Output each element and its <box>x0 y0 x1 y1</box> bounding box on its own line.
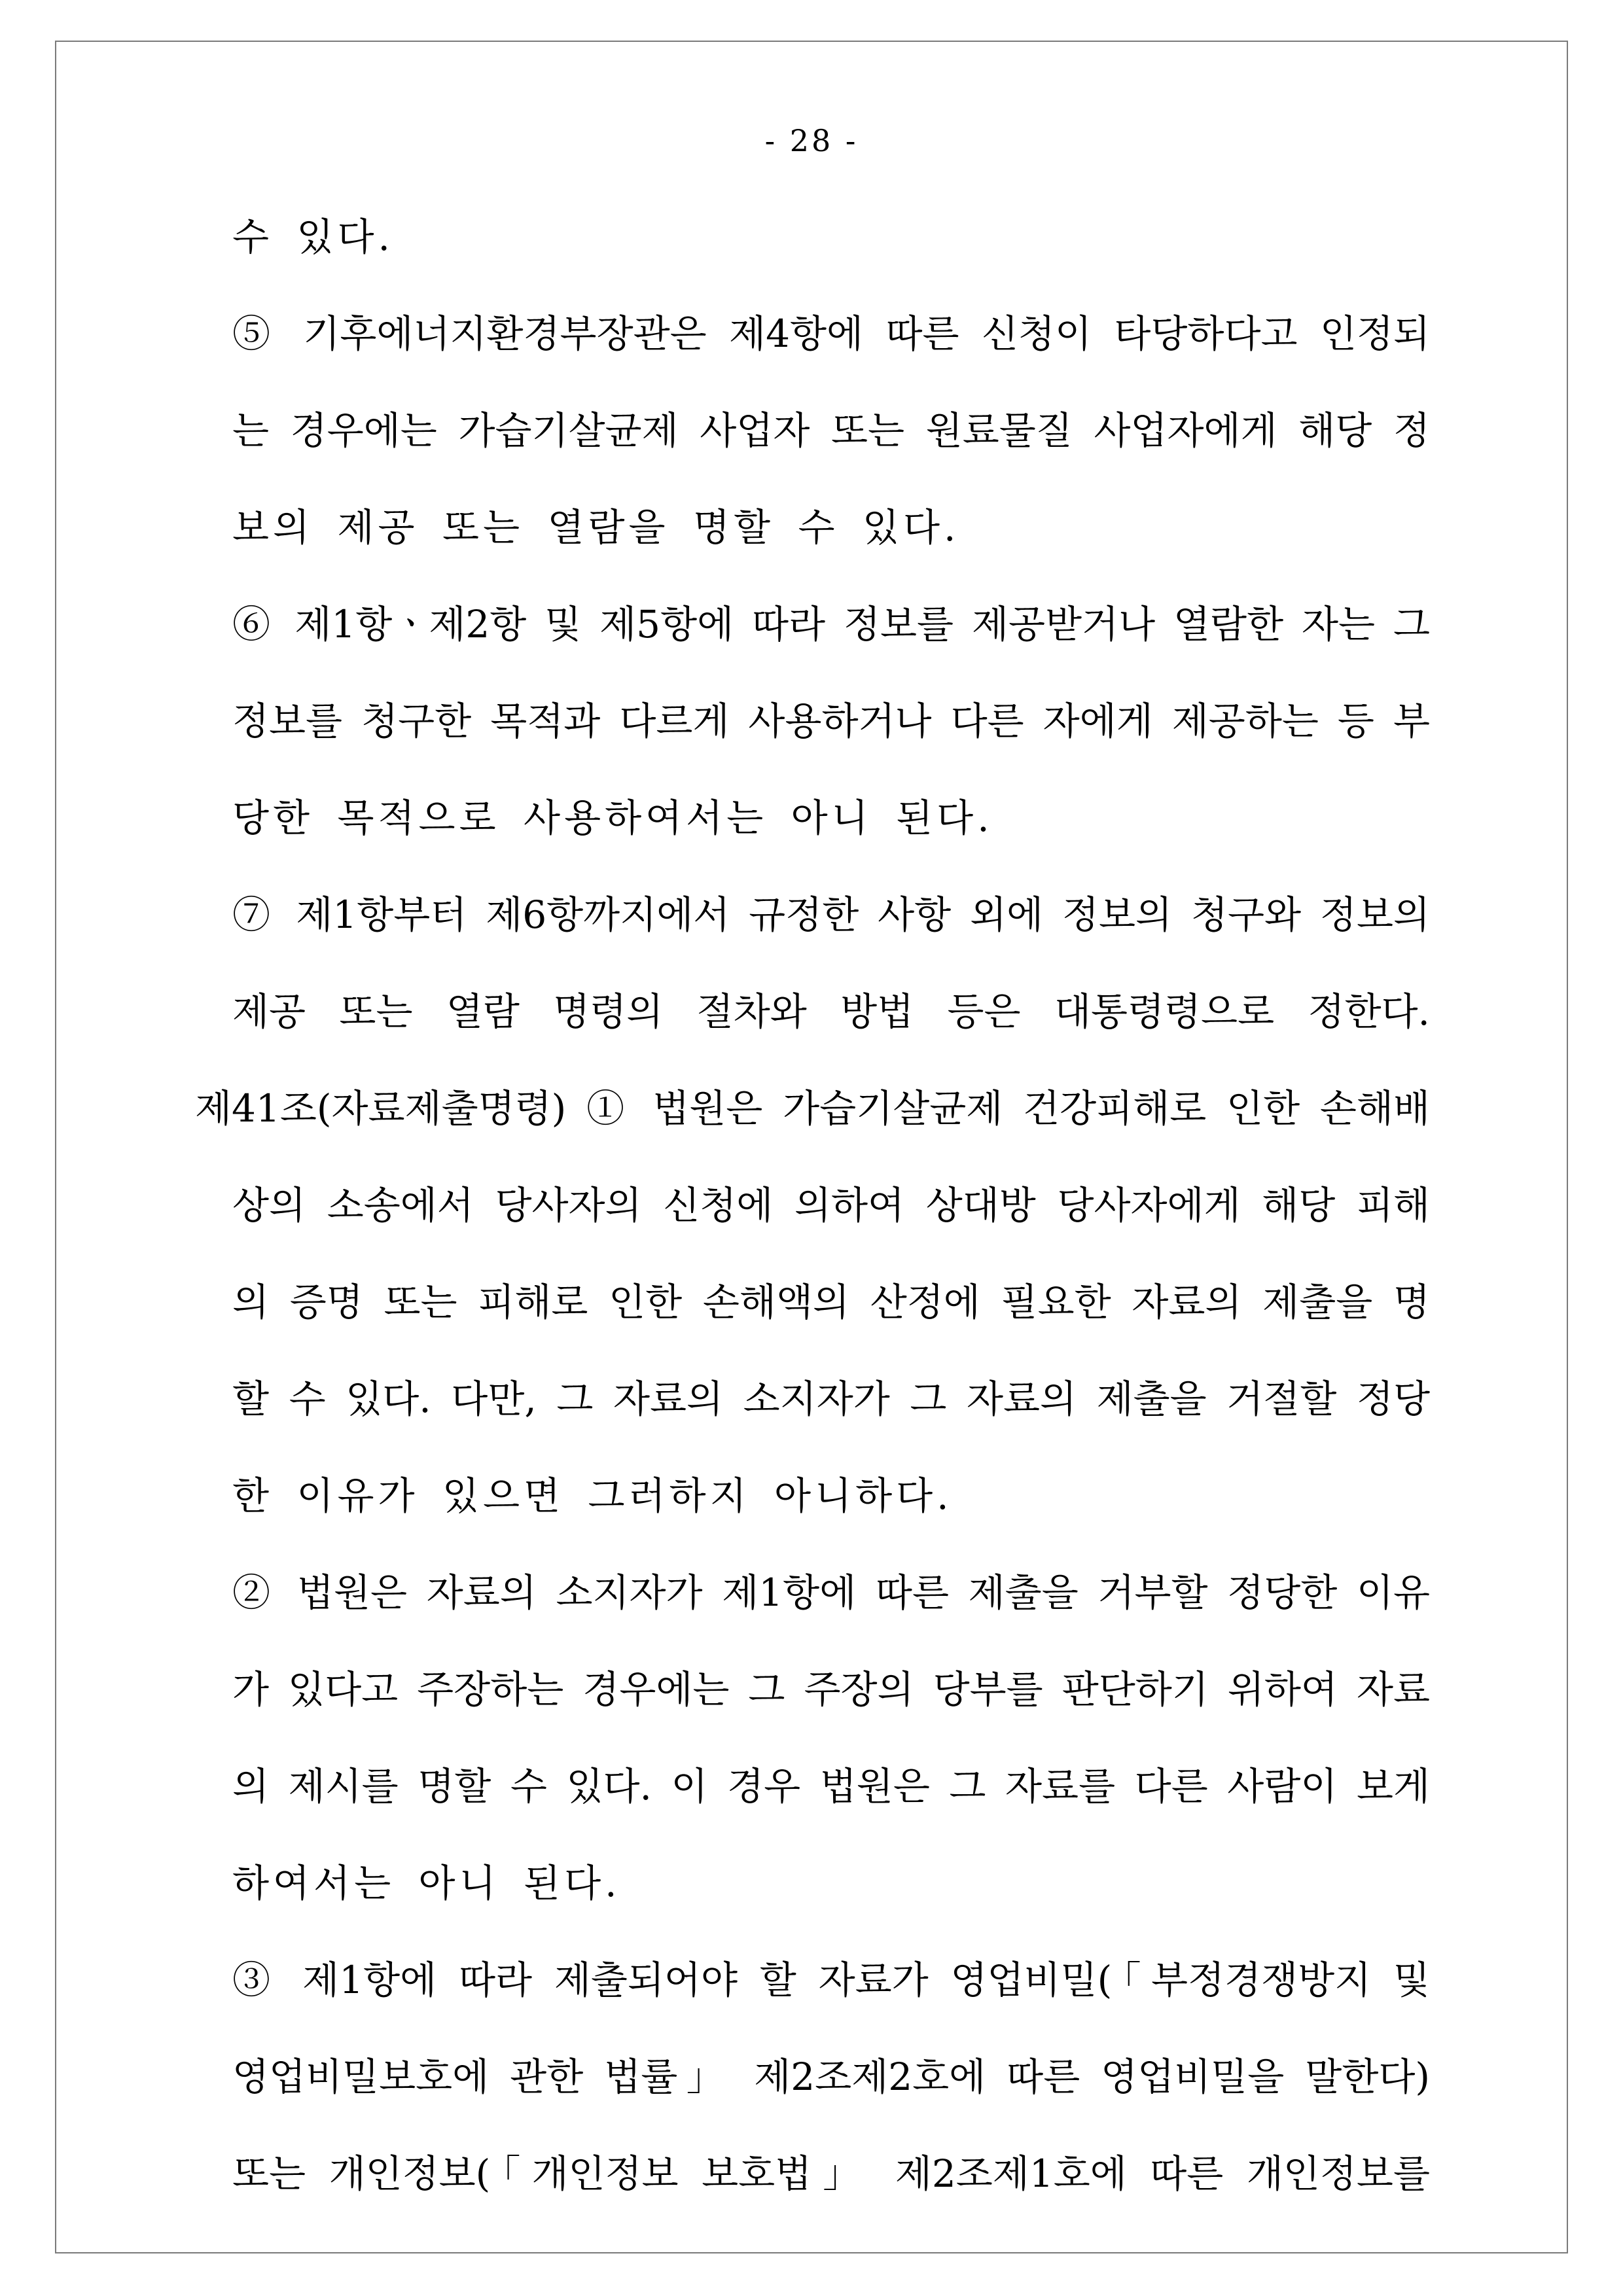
text-line: 정보를 청구한 목적과 다르게 사용하거나 다른 자에게 제공하는 등 부 <box>232 699 1430 743</box>
text-line: ② 법원은 자료의 소지자가 제1항에 따른 제출을 거부할 정당한 이유 <box>232 1570 1430 1615</box>
text-line: 가 있다고 주장하는 경우에는 그 주장의 당부를 판단하기 위하여 자료 <box>232 1667 1430 1712</box>
page-number: - 28 - <box>764 123 859 158</box>
article-heading-line: 제41조(자료제출명령) ① 법원은 가습기살균제 건강피해로 인한 손해배 <box>195 1086 1430 1131</box>
text-line: 할 수 있다. 다만, 그 자료의 소지자가 그 자료의 제출을 거절할 정당 <box>232 1377 1430 1421</box>
text-line: ⑦ 제1항부터 제6항까지에서 규정한 사항 외에 정보의 청구와 정보의 <box>232 892 1430 937</box>
text-line: 수 있다. <box>232 215 394 259</box>
text-line: ⑤ 기후에너지환경부장관은 제4항에 따른 신청이 타당하다고 인정되 <box>232 311 1430 356</box>
text-line: ⑥ 제1항ㆍ제2항 및 제5항에 따라 정보를 제공받거나 열람한 자는 그 <box>232 602 1430 646</box>
text-line: 의 제시를 명할 수 있다. 이 경우 법원은 그 자료를 다른 사람이 보게 <box>232 1764 1430 1809</box>
text-line: 제공 또는 열람 명령의 절차와 방법 등은 대통령령으로 정한다. <box>232 989 1430 1034</box>
text-line: 의 증명 또는 피해로 인한 손해액의 산정에 필요한 자료의 제출을 명 <box>232 1280 1430 1324</box>
text-line: 하여서는 아니 된다. <box>232 1861 621 1905</box>
text-line: 는 경우에는 가습기살균제 사업자 또는 원료물질 사업자에게 해당 정 <box>232 408 1430 453</box>
text-line: 영업비밀보호에 관한 법률」 제2조제2호에 따른 영업비밀을 말한다) <box>232 2055 1430 2099</box>
text-line: 당한 목적으로 사용하여서는 아니 된다. <box>232 796 993 840</box>
text-line: 상의 소송에서 당사자의 신청에 의하여 상대방 당사자에게 해당 피해 <box>232 1183 1430 1227</box>
text-line: ③ 제1항에 따라 제출되어야 할 자료가 영업비밀(「부정경쟁방지 및 <box>232 1958 1430 2002</box>
text-line: 또는 개인정보(「개인정보 보호법」 제2조제1호에 따른 개인정보를 <box>232 2151 1430 2196</box>
text-line: 한 이유가 있으면 그러하지 아니하다. <box>232 1474 953 1518</box>
text-line: 보의 제공 또는 열람을 명할 수 있다. <box>232 505 960 550</box>
